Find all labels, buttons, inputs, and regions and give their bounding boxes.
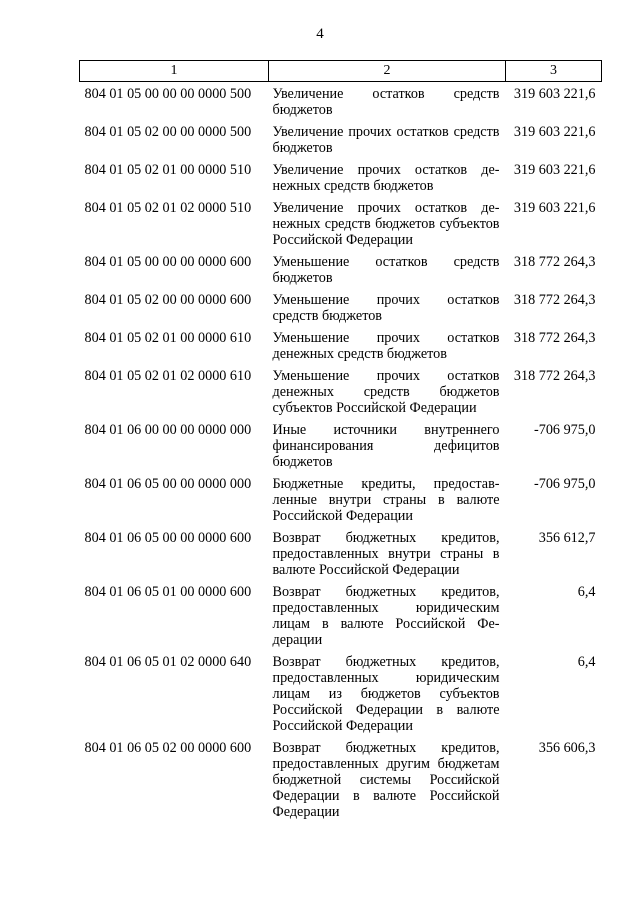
- table-row: [80, 368, 602, 422]
- budget-sources-table: [79, 60, 602, 826]
- classification-code: 804 01 05 02 01 02 0000 610: [84, 368, 252, 384]
- source-name: Уменьшение прочих остатков денежных средств бюджетов субъектов Российской Федерации: [272, 368, 500, 416]
- amount-value: -706 975,0: [534, 422, 596, 438]
- table-row: [80, 162, 602, 200]
- source-name: Увеличение прочих остатков средств бюджетов: [272, 124, 500, 156]
- page-number: 4: [316, 26, 324, 42]
- amount-value: 356 612,7: [538, 530, 596, 546]
- classification-code: 804 01 05 02 01 00 0000 510: [84, 162, 252, 178]
- source-name: Уменьшение прочих остатков средств бюджетов: [272, 292, 500, 324]
- source-name: Иные источники внутреннего финансирования дефицитов бюджетов: [272, 422, 500, 470]
- table-row: [80, 330, 602, 368]
- table-header-row: [80, 61, 602, 82]
- source-name: Возврат бюджетных кредитов, предоставленных юридическим лицам в валюте Российской Федерации: [272, 584, 500, 648]
- table-row: [80, 422, 602, 476]
- source-name: Увеличение остатков средств бюджетов: [272, 86, 500, 118]
- source-name: Возврат бюджетных кредитов, предоставленных другим бюджетам бюджетной системы Российской Федерации в валюте Российской Федерации: [272, 740, 500, 820]
- amount-value: 6,4: [577, 584, 596, 600]
- table-row: [80, 476, 602, 530]
- classification-code: 804 01 06 05 00 00 0000 000: [84, 476, 252, 492]
- table-row: [80, 530, 602, 584]
- classification-code: 804 01 05 02 00 00 0000 600: [84, 292, 252, 308]
- source-name: Увеличение прочих остатков денежных средств бюджетов: [272, 162, 500, 194]
- classification-code: 804 01 05 00 00 00 0000 500: [84, 86, 252, 102]
- source-name: Бюджетные кредиты, предоставленные внутри страны в валюте Российской Федерации: [272, 476, 500, 524]
- table-row: [80, 584, 602, 654]
- classification-code: 804 01 06 05 01 00 0000 600: [84, 584, 252, 600]
- amount-value: 356 606,3: [538, 740, 596, 756]
- table-row: [80, 740, 602, 826]
- source-name: Уменьшение прочих остатков денежных средств бюджетов: [272, 330, 500, 362]
- classification-code: 804 01 06 00 00 00 0000 000: [84, 422, 252, 438]
- table-row: [80, 254, 602, 292]
- column-header-name: 2: [269, 61, 506, 82]
- table-row: [80, 124, 602, 162]
- amount-value: 6,4: [577, 654, 596, 670]
- classification-code: 804 01 05 02 00 00 0000 500: [84, 124, 252, 140]
- column-header-code: 1: [80, 61, 269, 82]
- source-name: Возврат бюджетных кредитов, предоставленных юридическим лицам из бюджетов субъектов Российской Федерации в валюте Российской Федерации: [272, 654, 500, 734]
- amount-value: 319 603 221,6: [513, 162, 596, 178]
- amount-value: -706 975,0: [534, 476, 596, 492]
- table-row: [80, 654, 602, 740]
- classification-code: 804 01 05 00 00 00 0000 600: [84, 254, 252, 270]
- classification-code: 804 01 06 05 01 02 0000 640: [84, 654, 252, 670]
- amount-value: 318 772 264,3: [513, 254, 596, 270]
- source-name: Увеличение прочих остатков денежных средств бюджетов субъектов Российской Федерации: [272, 200, 500, 248]
- table-row: [80, 200, 602, 254]
- classification-code: 804 01 06 05 02 00 0000 600: [84, 740, 252, 756]
- table-row: [80, 292, 602, 330]
- amount-value: 318 772 264,3: [513, 330, 596, 346]
- amount-value: 318 772 264,3: [513, 368, 596, 384]
- table-row: [80, 82, 602, 125]
- amount-value: 319 603 221,6: [513, 86, 596, 102]
- classification-code: 804 01 05 02 01 00 0000 610: [84, 330, 252, 346]
- amount-value: 319 603 221,6: [513, 200, 596, 216]
- source-name: Возврат бюджетных кредитов, предоставленных внутри страны в валюте Российской Федерации: [272, 530, 500, 578]
- classification-code: 804 01 05 02 01 02 0000 510: [84, 200, 252, 216]
- source-name: Уменьшение остатков средств бюджетов: [272, 254, 500, 286]
- column-header-amount: 3: [506, 61, 602, 82]
- amount-value: 319 603 221,6: [513, 124, 596, 140]
- amount-value: 318 772 264,3: [513, 292, 596, 308]
- classification-code: 804 01 06 05 00 00 0000 600: [84, 530, 252, 546]
